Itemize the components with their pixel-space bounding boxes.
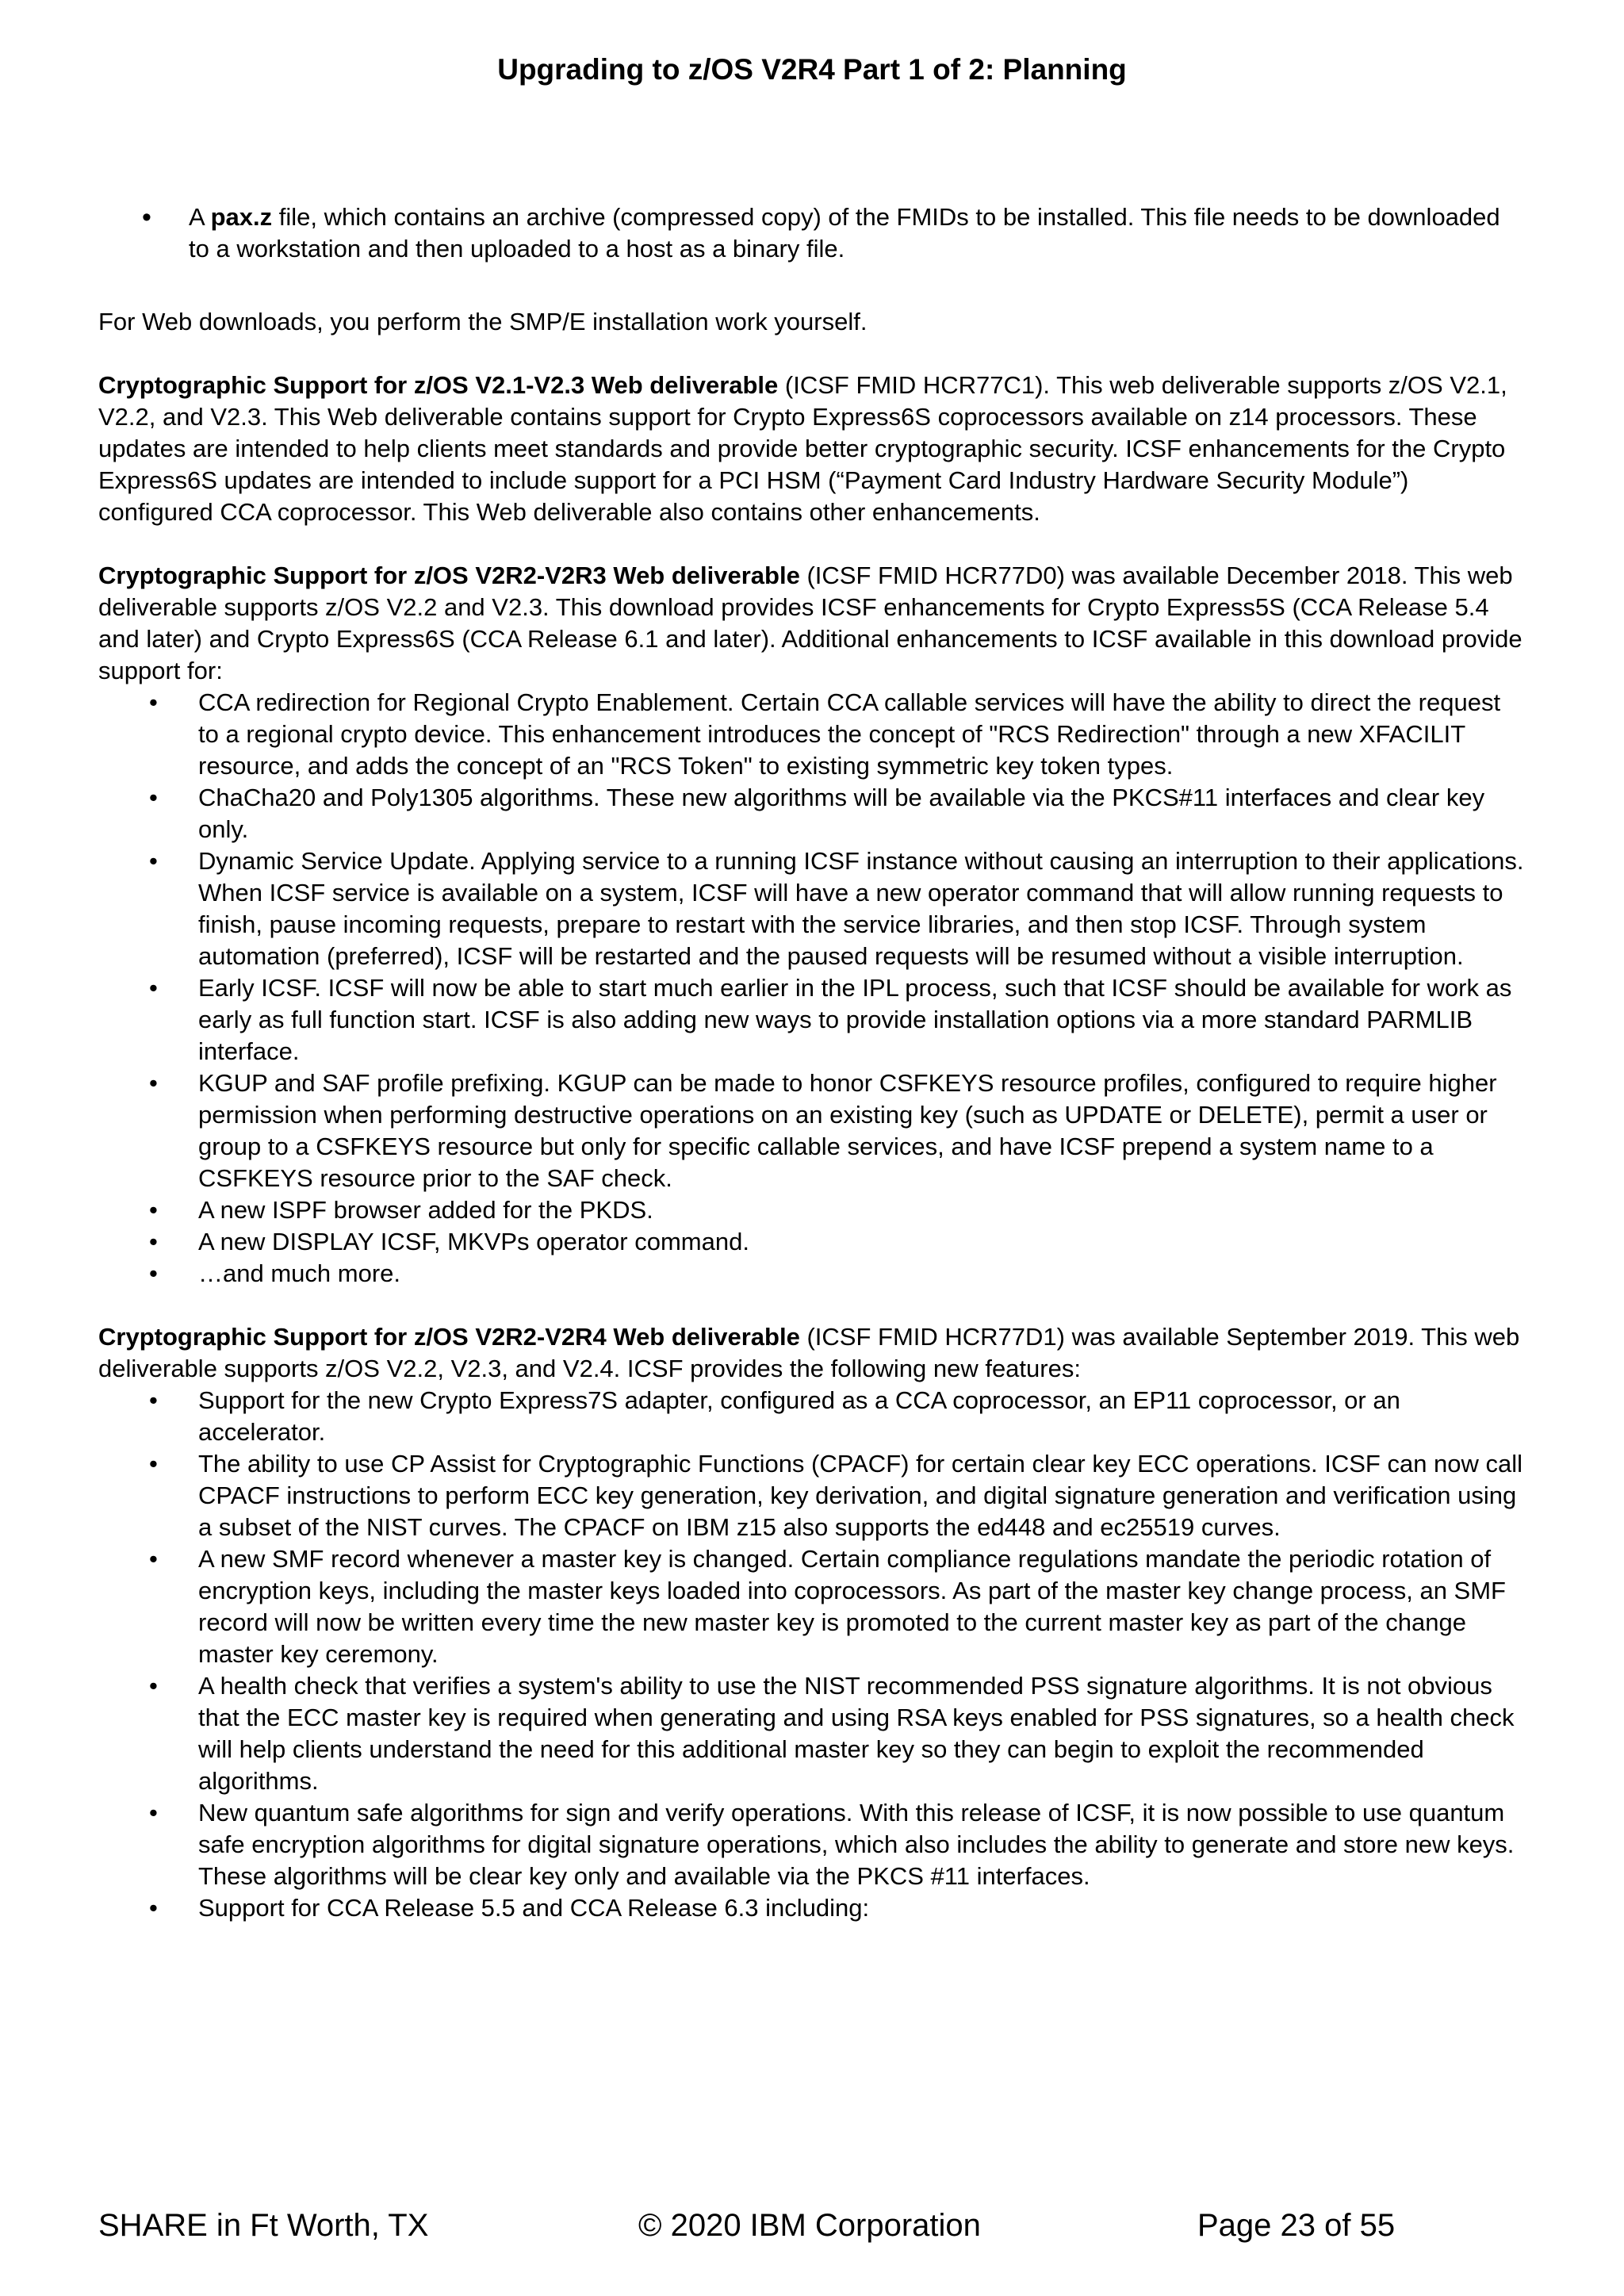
bullet-icon: • xyxy=(149,784,158,811)
bullet-icon: • xyxy=(149,1228,158,1255)
section-2-heading: Cryptographic Support for z/OS V2R2-V2R3 Web deliverable xyxy=(98,562,800,589)
section-3-heading: Cryptographic Support for z/OS V2R2-V2R4 Web deliverable xyxy=(98,1323,800,1351)
list-item: • A pax.z file, which contains an archive (compressed copy) of the FMIDs to be installed. This file needs to be downloaded to a workstation and then uploaded to a host as a binary file. xyxy=(142,202,1500,263)
list-item: • A new DISPLAY ICSF, MKVPs operator command. xyxy=(98,1226,1526,1258)
list-item: • CCA redirection for Regional Crypto Enablement. Certain CCA callable services will have the ability to direct the request to a regional crypto device. This enhancement introduces the concept of "RCS Redirection" through a new XFACILIT resource, and adds the concept of an "RCS Token" to existing symmetric key token types. xyxy=(149,688,1501,780)
bullet-icon: • xyxy=(149,847,158,875)
document-body xyxy=(98,201,1526,1924)
intro-bullet-list xyxy=(98,201,1526,265)
bullet-icon: • xyxy=(149,1545,158,1573)
list-item: • Early ICSF. ICSF will now be able to start much earlier in the IPL process, such that ICSF should be available for work as early as full function start. ICSF is also adding new ways to provide installation options via a more standard PARMLIB interface. xyxy=(149,974,1512,1065)
section-1-paragraph: Cryptographic Support for z/OS V2.1-V2.3 Web deliverable (ICSF FMID HCR77C1). This web deliverable supports z/OS V2.1, V2.2, and V2.3. This Web deliverable contains support for Crypto Express6S coprocessors available on z14 processors. These updates are intended to help clients meet standards and provide better cryptographic security. ICSF enhancements for the Crypto Express6S updates are intended to include support for a PCI HSM (“Payment Card Industry Hardware Security Module”) configured CCA coprocessor. This Web deliverable also contains other enhancements. xyxy=(98,371,1507,526)
web-downloads-paragraph: For Web downloads, you perform the SMP/E installation work yourself. xyxy=(98,308,868,335)
page-header-title: Upgrading to z/OS V2R4 Part 1 of 2: Planning xyxy=(497,53,1127,86)
bullet-icon: • xyxy=(149,1799,158,1826)
list-item: • A health check that verifies a system's ability to use the NIST recommended PSS signature algorithms. It is not obvious that the ECC master key is required when generating and using RSA keys enabled for PSS signatures, so a health check will help clients understand the need for this additional master key so they can begin to exploit the recommended algorithms. xyxy=(149,1672,1515,1795)
list-item: • New quantum safe algorithms for sign and verify operations. With this release of ICSF, it is now possible to use quantum safe encryption algorithms for digital signature operations, which also includes the ability to generate and store new keys. These algorithms will be clear key only and available via the PKCS #11 interfaces. xyxy=(149,1799,1515,1890)
bullet-icon: • xyxy=(149,1450,158,1478)
bullet-icon: • xyxy=(149,1894,158,1922)
section-2-list xyxy=(98,687,1526,1290)
bullet-icon: • xyxy=(149,974,158,1002)
list-item: • The ability to use CP Assist for Cryptographic Functions (CPACF) for certain clear key ECC operations. ICSF can now call CPACF instructions to perform ECC key generation, key derivation, and digital signature generation and verification using a subset of the NIST curves. The CPACF on IBM z15 also supports the ed448 and ec25519 curves. xyxy=(149,1450,1523,1541)
list-item: • KGUP and SAF profile prefixing. KGUP can be made to honor CSFKEYS resource profiles, configured to require higher permission when performing destructive operations on an existing key (such as UPDATE or DELETE), permit a user or group to a CSFKEYS resource but only for specific callable services, and have ICSF prepend a system name to a CSFKEYS resource prior to the SAF check. xyxy=(149,1069,1497,1192)
list-item: • Support for the new Crypto Express7S adapter, configured as a CCA coprocessor, an EP11 coprocessor, or an accelerator. xyxy=(149,1386,1400,1446)
list-item: • A new SMF record whenever a master key is changed. Certain compliance regulations mandate the periodic rotation of encryption keys, including the master keys loaded into coprocessors. As part of the master key change process, an SMF record will now be written every time the new master key is promoted to the current master key as part of the change master key ceremony. xyxy=(149,1545,1506,1668)
section-1-heading: Cryptographic Support for z/OS V2.1-V2.3 Web deliverable xyxy=(98,371,779,399)
section-2-paragraph: Cryptographic Support for z/OS V2R2-V2R3 Web deliverable (ICSF FMID HCR77D0) was available December 2018. This web deliverable supports z/OS V2.2 and V2.3. This download provides ICSF enhancements for Crypto Express5S (CCA Release 5.4 and later) and Crypto Express6S (CCA Release 6.1 and later). Additional enhancements to ICSF available in this download provide support for: xyxy=(98,562,1522,684)
section-3-list xyxy=(98,1385,1526,1924)
pax-file-term: pax.z xyxy=(210,203,273,231)
list-item: • ChaCha20 and Poly1305 algorithms. These new algorithms will be available via the PKCS#11 interfaces and clear key only. xyxy=(149,784,1485,843)
list-item: • Support for CCA Release 5.5 and CCA Release 6.3 including: xyxy=(98,1892,1526,1924)
bullet-icon: • xyxy=(142,202,151,232)
bullet-icon: • xyxy=(149,1259,158,1287)
bullet-icon: • xyxy=(149,1386,158,1414)
footer-event: SHARE in Ft Worth, TX xyxy=(98,2208,429,2243)
bullet-icon: • xyxy=(149,1069,158,1097)
bullet-icon: • xyxy=(149,688,158,716)
list-item: • Dynamic Service Update. Applying service to a running ICSF instance without causing an interruption to their applications. When ICSF service is available on a system, ICSF will have a new operator command that will allow running requests to finish, pause incoming requests, prepare to restart with the service libraries, and then stop ICSF. Through system automation (preferred), ICSF will be restarted and the paused requests will be resumed without a visible interruption. xyxy=(149,847,1524,970)
list-item: • A new ISPF browser added for the PKDS. xyxy=(98,1194,1526,1226)
bullet-icon: • xyxy=(149,1196,158,1224)
section-3-paragraph: Cryptographic Support for z/OS V2R2-V2R4 Web deliverable (ICSF FMID HCR77D1) was available September 2019. This web deliverable supports z/OS V2.2, V2.3, and V2.4. ICSF provides the following new features: xyxy=(98,1323,1520,1382)
list-item: • …and much more. xyxy=(98,1258,1526,1290)
footer-page-number: Page 23 of 55 xyxy=(1197,2208,1396,2243)
footer-copyright: © 2020 IBM Corporation xyxy=(638,2208,981,2243)
bullet-icon: • xyxy=(149,1672,158,1700)
